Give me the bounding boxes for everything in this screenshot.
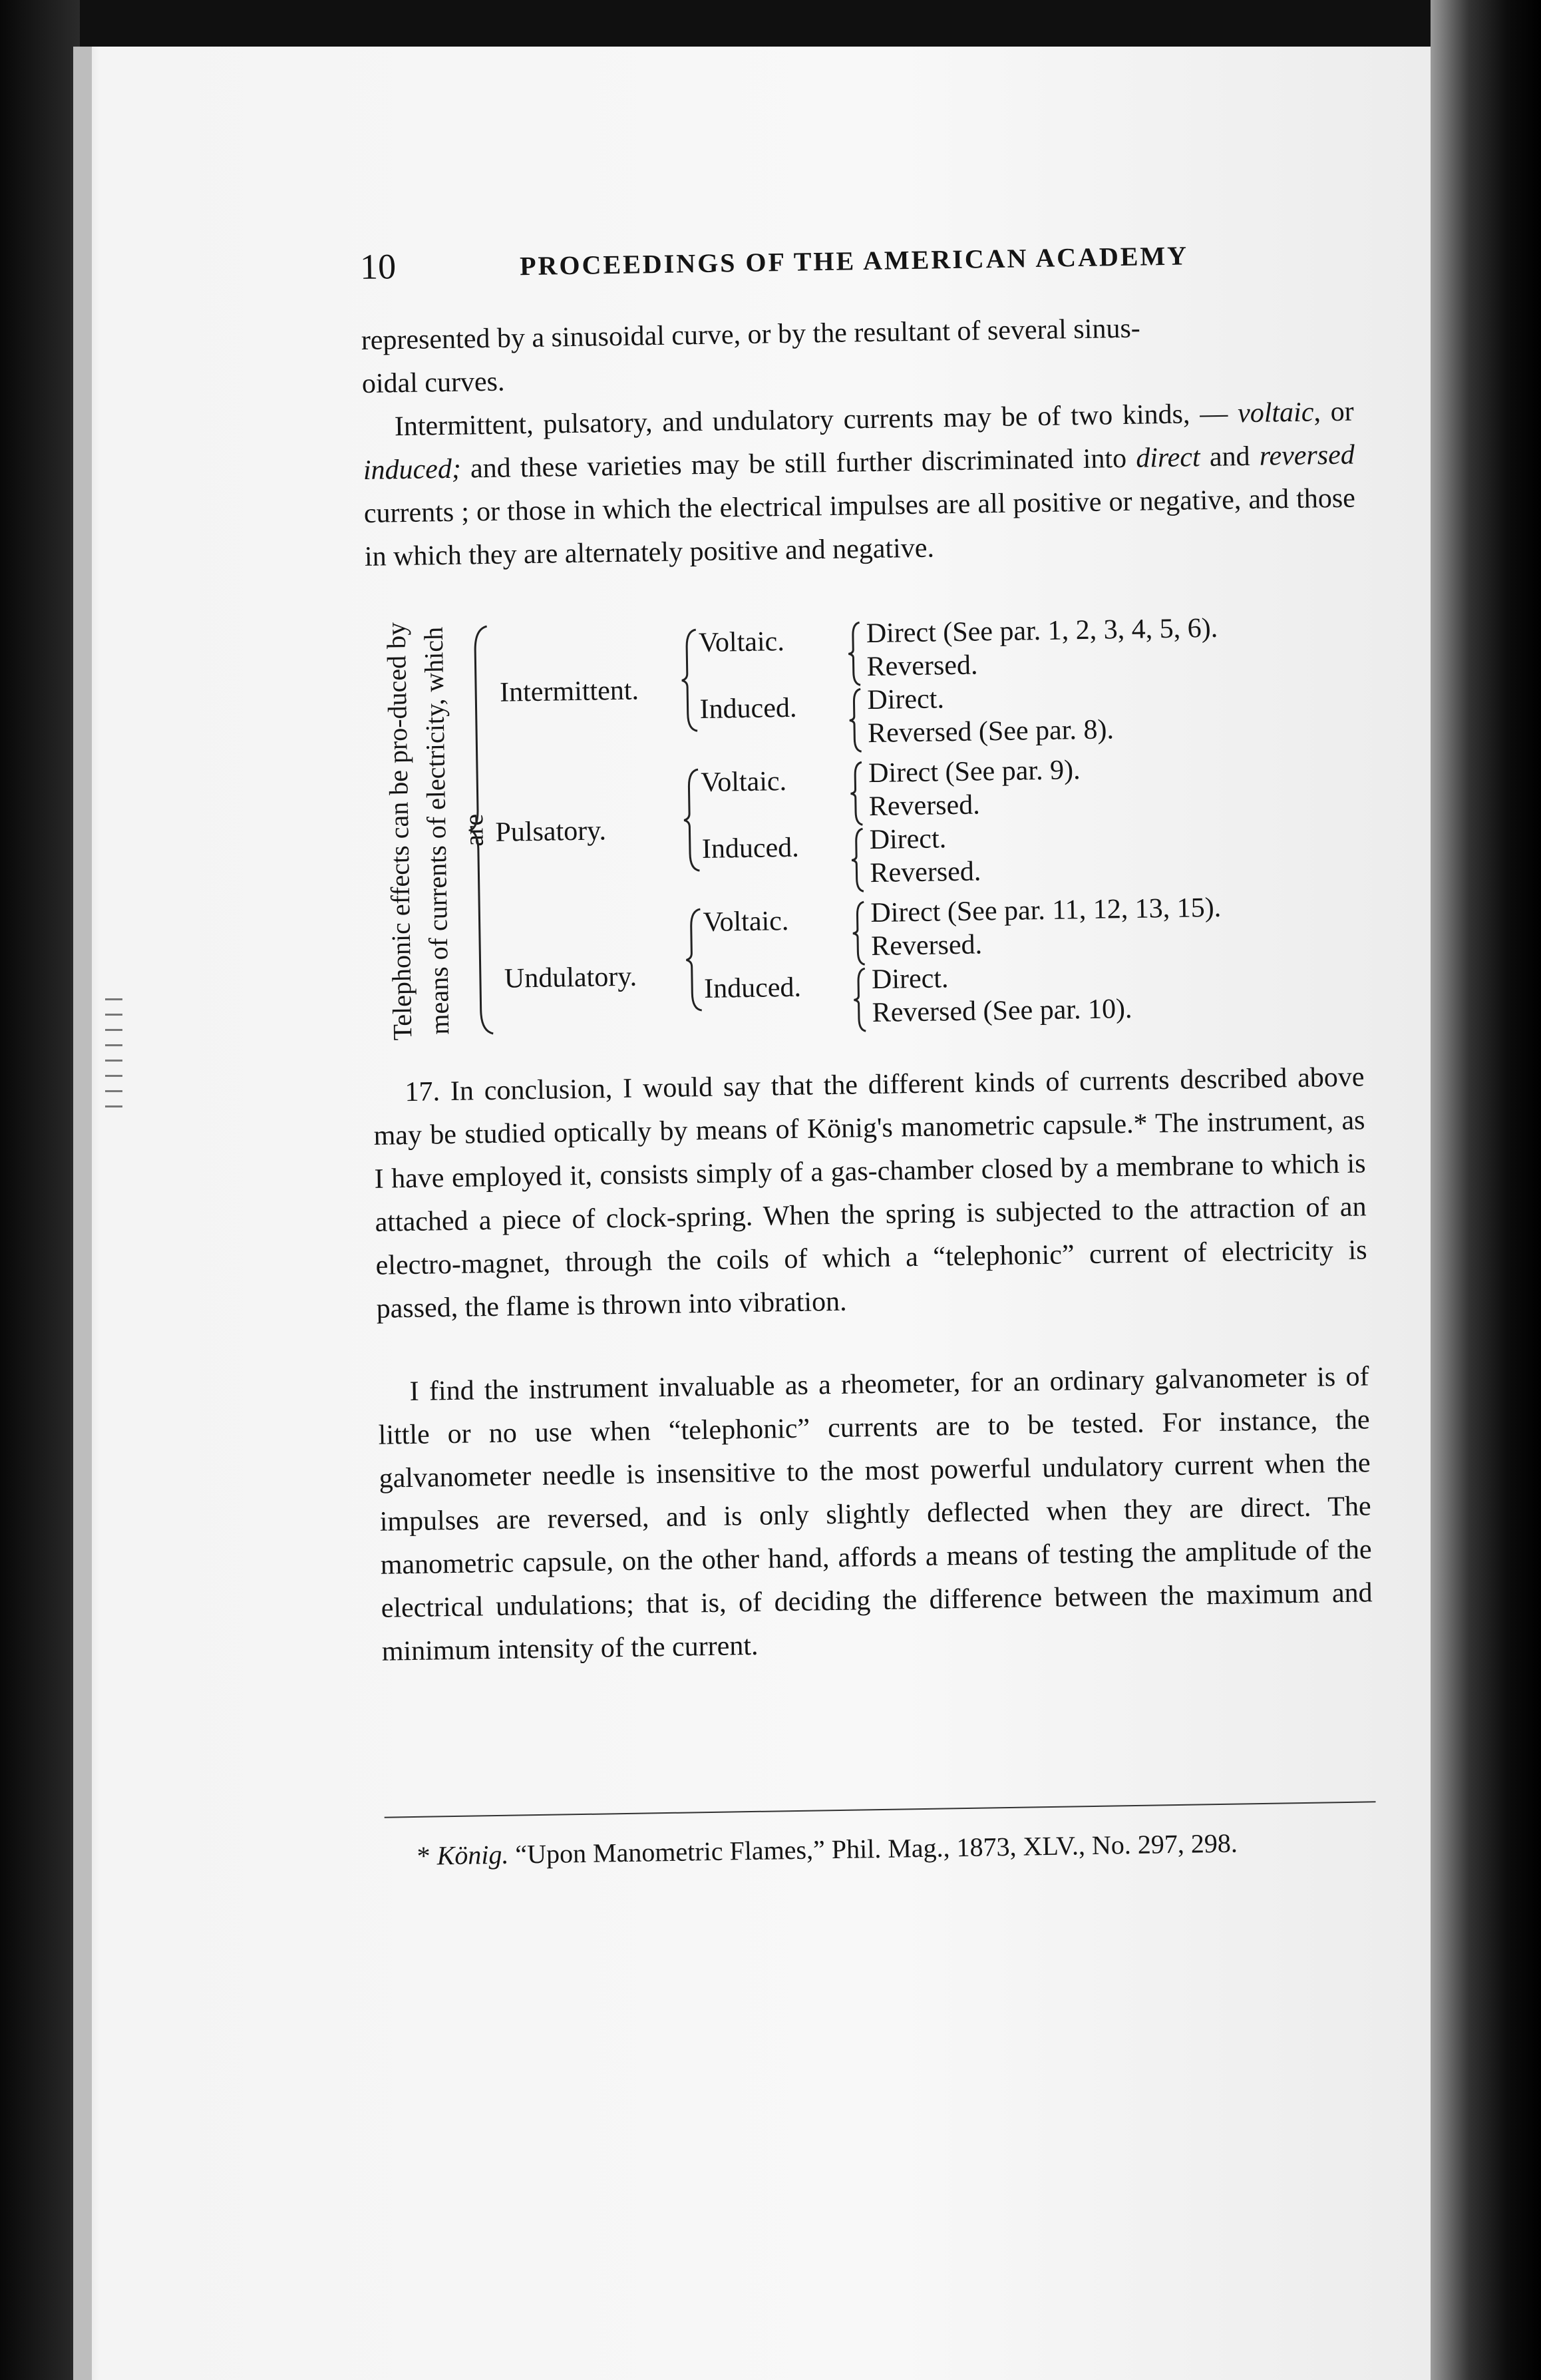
text-run: Intermittent, pulsatory, and undulatory currents may be of two kinds, —	[394, 398, 1228, 443]
direction-direct: Direct (See par. 1, 2, 3, 4, 5, 6).	[866, 612, 1218, 650]
paragraph-17: 17. In conclusion, I would say that the different kinds of currents described above may be studied optically by means of König's manometric capsule.* The instrument, as I have employed it, consists simply of a gas-chamber closed by a membrane to which is attached a piece of clock-spring. When the spring is subjected to the attraction of an electro-magnet, through the coils of which a “telephonic” current of electricity is passed, the flame is thrown into vibration.	[373, 1062, 1367, 1324]
text-line: represented by a sinusoidal curve, or by the resultant of several sinus-	[361, 313, 1141, 356]
footnote-text: “Upon Manometric Flames,” Phil. Mag., 1873, XLV., No. 297, 298.	[508, 1828, 1238, 1870]
text-run: and these varieties may be still further discriminated into	[470, 443, 1127, 485]
conclusion-paragraph	[373, 1056, 1368, 1330]
kind-brace	[683, 906, 705, 1013]
direction-reversed: Reversed.	[866, 650, 978, 683]
direction-brace	[850, 900, 868, 966]
direction-reversed: Reversed.	[870, 856, 981, 889]
footnote-rule	[385, 1801, 1376, 1818]
direction-reversed: Reversed (See par. 10).	[872, 993, 1132, 1029]
footnote	[385, 1821, 1377, 1876]
footnote-marker: *	[417, 1840, 437, 1871]
currents-paragraph	[362, 391, 1356, 579]
text-run: currents ; or those in which the electrical impulses are all positive or negative, and those in which they are alternately positive and negative.	[363, 483, 1356, 572]
journal-title: PROCEEDINGS OF THE AMERICAN ACADEMY	[519, 240, 1189, 282]
direction-brace	[846, 620, 864, 687]
rheometer-paragraph	[377, 1355, 1373, 1673]
kind-brace	[681, 767, 703, 873]
kind-intermittent: Intermittent.	[499, 675, 639, 708]
paragraph-rheometer: I find the instrument invaluable as a rheometer, for an ordinary galvanometer is of little or no use when “telephonic” currents are to be tested. For instance, the galvanometer needle is insensitive to the most powerful undulatory current when the impulses are reversed, and is only slightly deflected when they are direct. The manometric capsule, on the other hand, affords a means of testing the amplitude of the electrical undulations; that is, of deciding the difference between the maximum and minimum intensity of the current.	[378, 1361, 1373, 1667]
table-caption: Telephonic effects can be pro-duced by means of currents of electricity, which are	[381, 622, 489, 1041]
direction-brace	[847, 687, 864, 753]
direction-brace	[852, 966, 869, 1033]
direction-reversed: Reversed (See par. 8).	[867, 714, 1114, 749]
direction-brace	[848, 760, 866, 827]
text-run: , or	[1313, 396, 1355, 428]
text-line: oidal curves.	[361, 366, 505, 399]
direction-direct: Direct.	[869, 823, 947, 856]
footnote-author: König.	[436, 1839, 509, 1871]
source-induced: Induced.	[703, 972, 802, 1004]
kind-brace	[679, 627, 701, 733]
source-voltaic: Voltaic.	[700, 766, 787, 799]
italic-term: induced;	[363, 453, 462, 486]
direction-reversed: Reversed.	[868, 789, 981, 823]
source-voltaic: Voltaic.	[698, 626, 785, 659]
kind-undulatory: Undulatory.	[504, 961, 637, 994]
scan-top-border	[0, 0, 1541, 47]
direction-direct: Direct.	[871, 963, 949, 996]
direction-brace	[849, 827, 866, 893]
opening-paragraph	[361, 304, 1356, 579]
italic-term: voltaic	[1237, 397, 1314, 429]
running-head	[360, 230, 1385, 299]
source-voltaic: Voltaic.	[703, 905, 789, 938]
printed-page	[359, 204, 1410, 1897]
source-induced: Induced.	[699, 692, 797, 725]
margin-specks	[100, 985, 140, 1438]
direction-direct: Direct (See par. 9).	[868, 755, 1081, 789]
source-induced: Induced.	[701, 832, 800, 865]
continued-line	[361, 304, 1353, 406]
text-run: and	[1209, 441, 1250, 473]
classification-table	[366, 610, 1397, 1052]
italic-term: direct	[1135, 442, 1201, 474]
direction-reversed: Reversed.	[870, 929, 983, 962]
italic-term: reversed	[1259, 439, 1355, 472]
paper-binding-edge	[73, 47, 92, 2380]
kind-pulsatory: Pulsatory.	[495, 815, 607, 848]
scan-right-shadow	[1431, 0, 1541, 2380]
scan-left-border	[0, 0, 80, 2380]
direction-direct: Direct (See par. 11, 12, 13, 15).	[870, 892, 1222, 929]
page-number: 10	[359, 246, 397, 287]
direction-direct: Direct.	[867, 684, 945, 716]
